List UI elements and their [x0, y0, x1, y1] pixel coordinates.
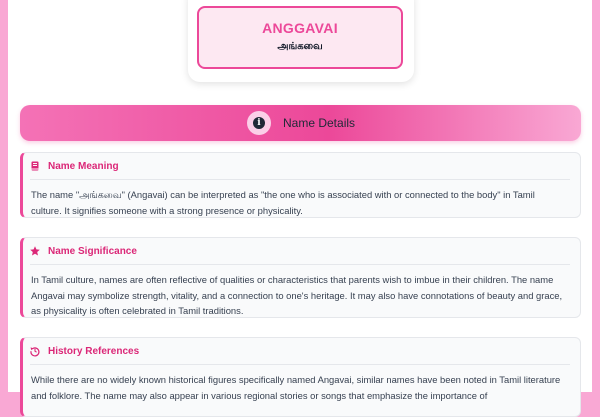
name-tamil: அங்கவை	[277, 41, 323, 52]
name-details-header[interactable]	[20, 105, 581, 141]
book-icon	[30, 161, 40, 171]
section-name-meaning	[20, 152, 581, 218]
section-header	[30, 338, 570, 365]
section-title: Name Significance	[48, 245, 137, 257]
section-header	[30, 238, 570, 265]
section-title: Name Meaning	[48, 160, 119, 172]
star-icon	[30, 246, 40, 256]
name-card	[197, 6, 403, 69]
info-icon: i	[253, 117, 265, 129]
name-details-label: Name Details	[283, 116, 356, 130]
section-history-references	[20, 337, 581, 417]
page-frame	[8, 0, 592, 401]
section-header	[30, 153, 570, 180]
section-text: The name "அங்கவை" (Angavai) can be interpreted as "the one who is associated with or connected to the body" in Tamil culture. It signifies someone with a strong presence or physicality.	[31, 189, 535, 216]
section-title: History References	[48, 345, 140, 357]
info-icon-badge	[247, 111, 271, 135]
section-text: While there are no widely known historical figures specifically named Angavai, similar names have been noted in Tamil literature and folklore. The name may also appear in various regional stories or songs that emphasize the importance of	[31, 374, 561, 401]
history-icon	[30, 346, 40, 356]
name-english: ANGGAVAI	[262, 20, 338, 36]
name-card-container	[188, 0, 414, 82]
section-name-significance	[20, 237, 581, 318]
section-text: In Tamil culture, names are often reflective of qualities or characteristics that parents wish to imbue in their children. The name Angavai may symbolize strength, vitality, and a connection to one's heritage. It may also have connotations of beauty and grace, as physicality is often celebrated in Tamil traditions.	[31, 274, 563, 316]
